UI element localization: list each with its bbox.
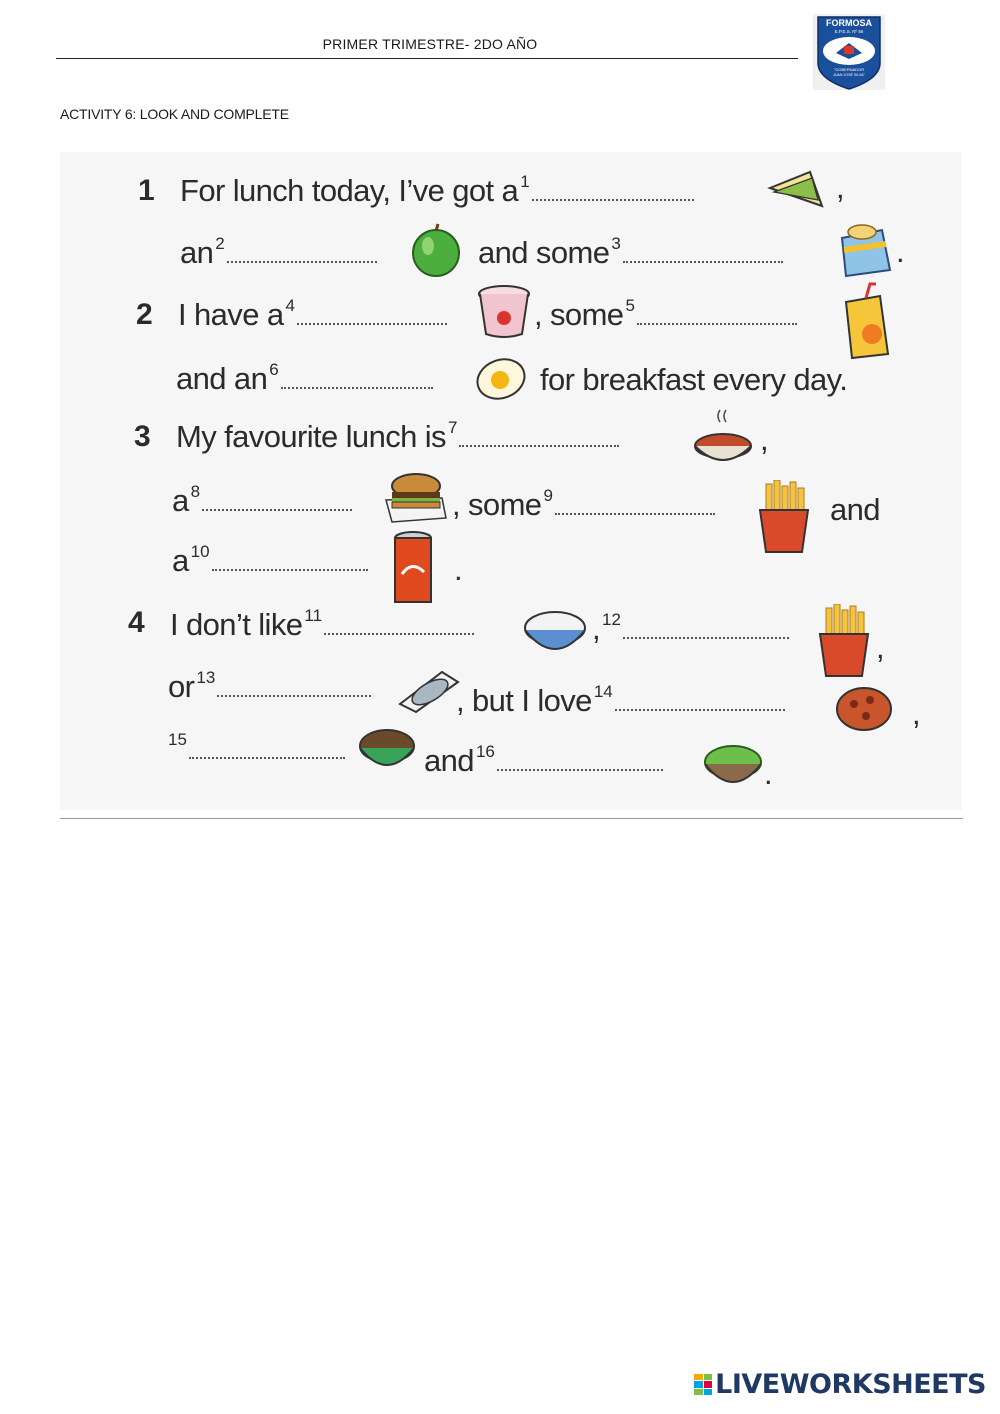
sentence-line — [172, 482, 356, 519]
sentence-text: a — [172, 483, 189, 518]
answer-blank[interactable] — [623, 260, 783, 263]
blank-number: 6 — [269, 360, 279, 379]
sentence-text: , — [876, 630, 885, 665]
sentence-line — [452, 486, 719, 523]
fish-icon — [396, 664, 462, 716]
blank-number: 16 — [475, 742, 495, 761]
sentence-line — [176, 360, 437, 397]
answer-blank[interactable] — [297, 322, 447, 325]
sentence-text: and some — [478, 235, 610, 270]
burger-icon — [382, 470, 448, 524]
sentence-line — [592, 610, 793, 647]
header-divider — [56, 58, 798, 59]
blank-number: 11 — [304, 606, 323, 625]
sentence-line — [166, 730, 349, 767]
sentence-text: , — [592, 611, 601, 646]
answer-blank[interactable] — [623, 636, 789, 639]
answer-blank[interactable] — [281, 386, 433, 389]
blank-number: 8 — [190, 482, 201, 501]
pizza-icon — [834, 684, 894, 734]
logo-line1: E.P.E.S. Nº 56 — [834, 29, 864, 34]
sentence-line — [424, 742, 667, 779]
sentence-text: My favourite lunch is — [176, 419, 446, 454]
answer-blank[interactable] — [324, 632, 474, 635]
blank-number: 5 — [625, 296, 635, 315]
answer-blank[interactable] — [189, 756, 345, 759]
sentence-line — [478, 234, 787, 271]
egg-icon — [474, 356, 528, 402]
activity-title: ACTIVITY 6: LOOK AND COMPLETE — [60, 106, 289, 122]
blank-number: 10 — [190, 542, 210, 561]
blank-number: 7 — [447, 418, 458, 437]
blank-number: 12 — [602, 610, 621, 629]
juice-icon — [836, 282, 896, 360]
chips-icon — [752, 480, 816, 554]
item-number: 4 — [128, 606, 145, 639]
content-divider — [60, 818, 963, 819]
item-number: 2 — [136, 298, 153, 331]
noodles-icon — [356, 724, 418, 780]
page-title: PRIMER TRIMESTRE- 2DO AÑO — [322, 36, 538, 52]
blank-number: 2 — [215, 234, 225, 253]
sentence-line — [178, 296, 451, 333]
sentence-text: an — [180, 235, 214, 270]
brand-name: LIVEWORKSHEETS — [715, 1369, 986, 1400]
sentence-text: and — [424, 743, 474, 778]
sentence-text: For lunch today, I’ve got a — [180, 173, 519, 208]
answer-blank[interactable] — [227, 260, 377, 263]
blank-number: 1 — [520, 172, 530, 191]
rice-icon — [522, 604, 588, 660]
sentence-text: and — [830, 492, 880, 527]
sandwich-icon — [766, 166, 826, 212]
logo-line3: JUAN JOSÉ SILVA" — [833, 73, 865, 77]
answer-blank[interactable] — [497, 768, 663, 771]
yoghurt-icon — [474, 282, 534, 342]
sentence-line — [168, 668, 375, 705]
logo-line2: "GOBERNADOR — [833, 67, 865, 72]
sentence-line — [180, 172, 698, 209]
sentence-line — [180, 234, 381, 271]
answer-blank[interactable] — [555, 512, 715, 515]
blank-number: 3 — [611, 234, 621, 253]
blank-number: 4 — [285, 296, 295, 315]
answer-blank[interactable] — [459, 444, 619, 447]
sentence-text: a — [172, 543, 189, 578]
sentence-text: or — [168, 669, 195, 704]
soup-icon — [690, 406, 756, 472]
answer-blank[interactable] — [217, 694, 371, 697]
sentence-text: for breakfast every day. — [540, 362, 848, 397]
blank-number: 9 — [543, 486, 553, 505]
school-logo — [812, 13, 886, 91]
sentence-text: , — [760, 422, 769, 457]
sentence-text: , some — [534, 297, 624, 332]
sentence-text: I have a — [178, 297, 284, 332]
salad-icon — [700, 738, 766, 798]
exercise-panel — [60, 152, 962, 810]
apple-icon — [408, 222, 464, 278]
blank-number: 14 — [593, 682, 613, 701]
answer-blank[interactable] — [202, 508, 352, 511]
sentence-line — [176, 418, 623, 455]
crisps-icon — [832, 220, 896, 280]
sentence-line — [534, 296, 801, 333]
sentence-text: . — [454, 552, 463, 587]
answer-blank[interactable] — [615, 708, 785, 711]
sentence-line — [172, 542, 372, 579]
sentence-line — [170, 606, 478, 643]
sentence-text: , — [912, 696, 921, 731]
brand-watermark — [694, 1369, 986, 1400]
blank-number: 15 — [168, 730, 187, 749]
cola-icon — [390, 530, 436, 610]
sentence-line — [456, 682, 789, 719]
chips-icon — [812, 604, 876, 678]
answer-blank[interactable] — [532, 198, 694, 201]
sentence-text: I don’t like — [170, 607, 303, 642]
sentence-text: . — [896, 234, 905, 269]
sentence-text: , some — [452, 487, 542, 522]
answer-blank[interactable] — [637, 322, 797, 325]
sentence-text: , but I love — [456, 683, 592, 718]
item-number: 1 — [138, 174, 155, 207]
item-number: 3 — [134, 420, 151, 453]
sentence-text: and an — [176, 361, 268, 396]
logo-name: FORMOSA — [826, 18, 872, 28]
sentence-text: . — [764, 756, 773, 791]
sentence-text: , — [836, 170, 845, 205]
brand-logo-icon — [694, 1374, 712, 1396]
blank-number: 13 — [196, 668, 216, 687]
answer-blank[interactable] — [212, 568, 368, 571]
